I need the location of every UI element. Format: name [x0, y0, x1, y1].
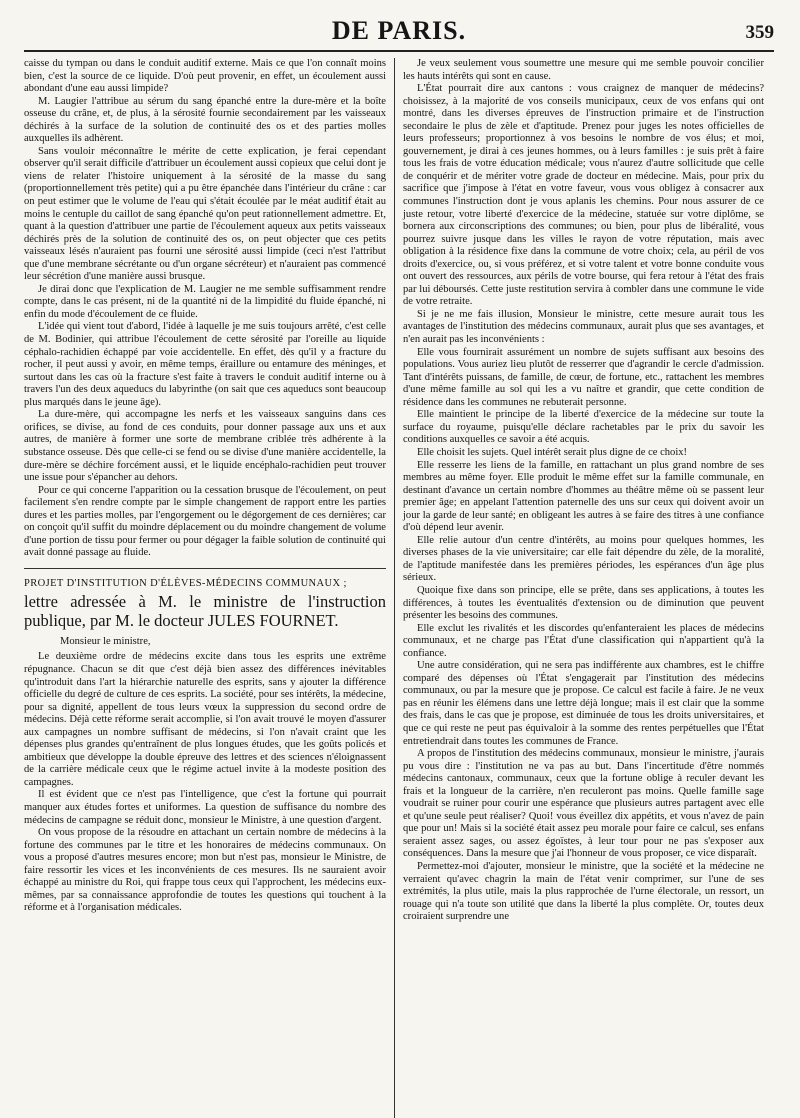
- paragraph: Permettez-moi d'ajouter, monsieur le ministre, que la société et la médecine ne verraient qu'avec chagrin la main de l'état venir comprimer, sur l'une de ses extrémités, la plus utile, mais la plus rapprochée de l'urne électorale, un ressort, un rouage qui n'a toute son utilité que dans la liberté la plus complète. Or, toutes deux croiraient surprendre une: [403, 861, 764, 923]
- paragraph: Sans vouloir méconnaître le mérite de cette explication, je ferai cependant observer qu'il serait difficile d'attribuer un écoulement aussi copieux que celui dont je viens de relater l'histoire uniquement à la sérosité de la masse du sang (proportionnellement très petite) qui a pu être épanchée dans l'intérieur du crâne : car on peut estimer que le volume de l'eau qui s'était écoulée par le méat auditif était au moins le centuple du caillot de sang épanché qu'on peut rationnellement admettre. Et, quant à la question d'attribuer une partie de l'écoulement aqueux aux petits vaisseaux déchirés près de la solution de continuité des os, on peut objecter que ces petits vaisseaux lésés n'auraient pas fourni une sérosité aussi limpide (ceci n'est l'attribut que d'une membrane sécrétante ou d'un organe sécréteur) et n'auraient pas commencé leur sécrétion d'une manière aussi brusque.: [24, 145, 386, 283]
- paragraph: La dure-mère, qui accompagne les nerfs et les vaisseaux sanguins dans ces orifices, se divise, au fond de ces conduits, pour donner passage aux uns et aux autres, de manière à former une sorte de membrane criblée très adhérente à la substance osseuse. Dès que celle-ci se fend ou se divise d'une manière accidentelle, la dure-mère se déchire forcément aussi, et le liquide encéphalo-rachidien peut trouver une issue pour s'épancher au dehors.: [24, 409, 386, 484]
- article-heading: [24, 577, 386, 630]
- text-columns: [24, 58, 774, 924]
- paragraph: Elle choisit les sujets. Quel intérêt serait plus digne de ce choix!: [417, 446, 688, 458]
- paragraph: Je dirai donc que l'explication de M. Laugier ne me semble suffisamment rendre compte, dans le cas présent, ni de la quantité ni de la limpidité du fluide épanché, ni enfin du mode d'écoulement de ce fluide.: [24, 283, 386, 320]
- paragraph: M. Laugier l'attribue au sérum du sang épanché entre la dure-mère et la boîte osseuse du crâne, et, de plus, à la sérosité fournie secondairement par les vaisseaux déchirés à la surface de la solution de continuité des os et des parties molles auxquelles ils adhèrent.: [24, 95, 386, 145]
- article-headline: lettre adressée à M. le ministre de l'instruction publique, par M. le docteur JULES FOURNET.: [24, 591, 386, 630]
- page-number: 359: [745, 22, 774, 43]
- right-column: [394, 58, 764, 924]
- paragraph: caisse du tympan ou dans le conduit auditif externe. Mais ce que l'on connaît moins bien, c'est la source de ce liquide. D'où peut provenir, en effet, un écoulement aussi abondant d'une eau aussi limpide?: [24, 58, 386, 95]
- article-kicker: PROJET D'INSTITUTION D'ÉLÈVES-MÉDECINS COMMUNAUX ;: [24, 577, 347, 589]
- paragraph: Elle exclut les rivalités et les discordes qu'enfanteraient les places de médecins communaux, et ne charge pas l'État d'une classification qui n'appartient qu'à la confiance.: [403, 622, 764, 659]
- paragraph: L'État pourrait dire aux cantons : vous craignez de manquer de médecins? choisissez, à la majorité de vos conseils municipaux, ceux de vos enfans qui ont montré, dans les diverses épreuves de l'instruction primaire et de l'instruction secondaire le plus de zèle et d'aptitude. Prenez pour juges les notes officielles de leurs professeurs; proportionnez à vos besoins le nombre de vos élus; et moi, gouvernement, je dirai à ces jeunes hommes, ou à leurs familles : je suis prêt à faire tous les frais de votre éducation médicale; vous n'aurez d'autre sollicitude que celle de conquérir et de mériter votre grade de docteur en médecine. Mais, pour prix du sacrifice que j'impose à l'état en votre faveur, vous vous obligez à consacrer aux communes l'instruction dont je vous aplanis les chemins. Pour nous assurer de ce juste retour, votre liberté d'exercice de la médecine, statuée sur votre diplôme, se bornera aux circonscriptions des communes; ou bien, pour plus de libéralité, vous pourrez suivre jusque dans les villes le rayon de votre réputation, mais avec obligation à la résidence fixe dans la commune de votre choix; cela, au péril de vos droits d'exercice, ou, si vous préférez, et si votre talent et votre bonne conduite vous ont ouvert des ressources, aux périls de votre bourse, qui fera retour à l'état des frais par lui déboursés. Cette juste restitution servira à combler dans une commune le vide de votre retraite.: [403, 83, 764, 308]
- section-divider: [24, 568, 386, 569]
- paragraph: Il est évident que ce n'est pas l'intelligence, que c'est la fortune qui pourrait manquer aux études fortes et uniformes. La question de suffisance du nombre des médecins de campagne se réduit donc, monsieur le Ministre, à une question d'argent.: [24, 789, 386, 826]
- paragraph: L'idée qui vient tout d'abord, l'idée à laquelle je me suis toujours arrêté, c'est celle de M. Bodinier, qui attribue l'écoulement de cette sérosité par l'oreille au liquide céphalo-rachidien échappé par voie accidentelle. En effet, dès qu'il y a fracture du rocher, il peut aussi y avoir, en même temps, éraillure ou entamure des méninges, et surtout dans les cas où la fracture s'est faite à travers le conduit auditif interne ou à travers l'un des deux aqueducs du labyrinthe (on sait que ces aqueducs sont beaucoup plus marqués dans le jeune âge).: [24, 321, 386, 408]
- left-column: [24, 58, 394, 924]
- paragraph: Quoique fixe dans son principe, elle se prête, dans ses applications, à toutes les différences, à toutes les éventualités d'extension ou de diminution que peuvent présenter les besoins des communes.: [403, 584, 764, 622]
- paragraph: Elle relie autour d'un centre d'intérêts, au moins pour quelques hommes, les diverses phases de la vie universitaire; car elle fait dépendre du zèle, de la moralité, de l'aptitude manifestée dans les premières périodes, les espérances d'un âge plus sérieux.: [403, 534, 764, 584]
- running-head: [24, 10, 774, 52]
- journal-title: DE PARIS.: [331, 16, 467, 45]
- paragraph: On vous propose de la résoudre en attachant un certain nombre de médecins à la fortune des communes par le titre et les honoraires de médecins communaux. On vous a proposé d'autres mesures encore; mon but n'est pas, monsieur le Ministre, de faire ressortir les vices et les inconvénients de ces mesures. Ils ne sauraient avoir échappé au ministre du Roi, qui frappe tous ceux qui l'approchent, les médecins eux-mêmes, par sa connaissance approfondie de toutes les questions qui touchent à la réforme et à l'organisation médicales.: [24, 827, 386, 914]
- paragraph: A propos de l'institution des médecins communaux, monsieur le ministre, j'aurais pu vous dire : l'institution ne va pas au but. Dans l'incertitude d'être nommés médecins cantonaux, communaux, ceux que la fortune oblige à reculer devant les frais et la longueur de la carrière, n'en reculeront pas moins. Quelle famille sage voudrait se ruiner pour courir une espérance que plusieurs autres partagent avec elle et qu'une seule peut réaliser? Quoi! vous éveillez dix appétits, et vous n'avez de pain que pour un! Mais si la société était assez peu morale pour faire ce calcul, ses enfans seraient assez sages, ou assez égoïstes, à leur tour pour ne pas s'exposer aux conséquences. Dans la mesure que j'ai l'honneur de vous proposer, ce vice disparaît.: [403, 748, 764, 860]
- paragraph: Elle vous fournirait assurément un nombre de sujets suffisant aux besoins des populations. Vous auriez lieu plutôt de resserrer que d'agrandir le cercle d'admission. Tant d'intérêts puissans, de famille, de cœur, de fortune, etc., rattachent les membres d'une même famille au sol qui les a vu naître et grandir, que cette condition de résidence dans les communes ne rebuterait personne.: [403, 346, 764, 408]
- paragraph: Le deuxième ordre de médecins excite dans tous les esprits une extrême répugnance. Chacun se dit que c'est déjà bien assez des différences inévitables qu'introduit dans l'art la hiérarchie naturelle des esprits, sans y ajouter la différence officielle du degré de culture de ces esprits. La société, pour ses intérêts, la médecine, pour sa dignité, appellent de tous leurs vœux la suppression du second ordre de médecins. Déjà cette réforme serait accomplie, si l'on avait trouvé le moyen d'assurer aux campagnes un nombre suffisant de médecins, si l'on n'avait craint que les dépenses plus grandes qu'entraînent de plus longues études, que les goûts policés et ambitieux que développe la double épreuve des lettres et des sciences n'éloignassent de la carrière médicale ceux que le régime actuel invite à la modeste position des campagnes.: [24, 651, 386, 788]
- paragraph: Une autre considération, qui ne sera pas indifférente aux chambres, est le chiffre comparé des dépenses où l'État s'engagerait par l'institution des médecins communaux, ou par la mesure que je propose. Ce calcul est facile à faire. Je ne veux pas en réunir les élémens dans une lettre déjà longue; mais il est clair que la somme des frais, dans le cas que je propose, est diminuée de tous les droits universitaires, et que ce qui reste ne peut pas équivaloir à la somme des rentes perpétuelles que l'État entretiendrait dans toutes les communes de France.: [403, 660, 764, 747]
- paragraph: Si je ne me fais illusion, Monsieur le ministre, cette mesure aurait tous les avantages de l'institution des médecins communaux, aurait plus que ses avantages, et n'en aurait pas les inconvénients :: [403, 308, 764, 346]
- paragraph: Pour ce qui concerne l'apparition ou la cessation brusque de l'écoulement, on peut facilement s'en rendre compte par le simple changement de rapport entre les parties dures et les parties molles, par l'engorgement ou le dégorgement de ces dernières; car on conçoit qu'il suffit du moindre déplacement ou du moindre changement de volume d'une portion de tissu pour fermer ou pour dégager la faible solution de continuité qui avait donné passage au fluide.: [24, 484, 386, 559]
- column-divider: [394, 58, 395, 1118]
- salutation: Monsieur le ministre,: [60, 635, 151, 647]
- paragraph: Elle resserre les liens de la famille, en rattachant un plus grand nombre de ses membres au même foyer. Elle produit le même effet sur la famille communale, en destinant d'avance un certain nombre d'hommes au théâtre même où se passent leur premier âge; en appelant l'attention paternelle des uns sur ceux qui doivent avoir un jour la garde de leur santé; en obligeant les autres à se faire des titres à une confiance d'où dépend leur avenir.: [403, 459, 764, 534]
- paragraph: Elle maintient le principe de la liberté d'exercice de la médecine sur toute la surface du royaume, puisqu'elle déclare rachetables par le prix du savoir les conditions auxquelles ce savoir a été acquis.: [403, 409, 764, 446]
- paragraph: Je veux seulement vous soumettre une mesure qui me semble pouvoir concilier les hauts intérêts qui sont en cause.: [403, 58, 764, 82]
